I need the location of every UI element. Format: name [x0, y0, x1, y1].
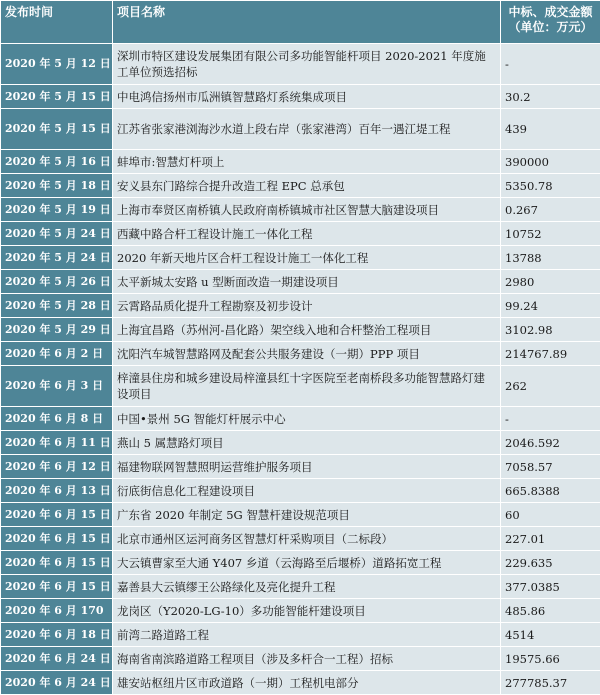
- date-cell: 2020 年 6 月 15 日: [1, 575, 113, 599]
- amount-cell: -: [501, 407, 600, 431]
- date-cell: 2020 年 5 月 26 日: [1, 270, 113, 294]
- amount-cell: 665.8388: [501, 479, 600, 503]
- table-row: [1, 575, 600, 599]
- table-body: [1, 44, 600, 695]
- table-row: [1, 85, 600, 109]
- date-cell: 2020 年 5 月 15 日: [1, 85, 113, 109]
- amount-cell: 277785.37: [501, 671, 600, 695]
- amount-cell: 390000: [501, 150, 600, 174]
- table-row: [1, 647, 600, 671]
- amount-cell: 2980: [501, 270, 600, 294]
- amount-cell: 10752: [501, 222, 600, 246]
- amount-cell: 485.86: [501, 599, 600, 623]
- table-row: [1, 294, 600, 318]
- table-row: [1, 222, 600, 246]
- amount-cell: 262: [501, 366, 600, 407]
- project-name-cell: 沈阳汽车城智慧路网及配套公共服务建设（一期）PPP 项目: [113, 342, 501, 366]
- project-name-cell: 太平新城太安路 u 型断面改造一期建设项目: [113, 270, 501, 294]
- project-name-cell: 中国•景州 5G 智能灯杆展示中心: [113, 407, 501, 431]
- date-cell: 2020 年 5 月 18 日: [1, 174, 113, 198]
- date-cell: 2020 年 6 月 24 日: [1, 671, 113, 695]
- amount-cell: 229.635: [501, 551, 600, 575]
- table-row: [1, 150, 600, 174]
- table-row: [1, 599, 600, 623]
- header-date: 发布时间: [1, 1, 113, 44]
- amount-cell: -: [501, 44, 600, 85]
- project-name-cell: 梓潼县住房和城乡建设局梓潼县红十字医院至老南桥段多功能智慧路灯建设项目: [113, 366, 501, 407]
- table-row: [1, 246, 600, 270]
- project-name-cell: 龙岗区（Y2020-LG-10）多功能智能杆建设项目: [113, 599, 501, 623]
- project-name-cell: 云霄路品质化提升工程勘察及初步设计: [113, 294, 501, 318]
- date-cell: 2020 年 6 月 11 日: [1, 431, 113, 455]
- amount-cell: 30.2: [501, 85, 600, 109]
- project-name-cell: 安义县东门路综合提升改造工程 EPC 总承包: [113, 174, 501, 198]
- project-name-cell: 蚌埠市:智慧灯杆项上: [113, 150, 501, 174]
- table-header-row: [1, 1, 600, 44]
- project-name-cell: 广东省 2020 年制定 5G 智慧杆建设规范项目: [113, 503, 501, 527]
- table-row: [1, 431, 600, 455]
- date-cell: 2020 年 5 月 24 日: [1, 222, 113, 246]
- table-row: [1, 318, 600, 342]
- project-name-cell: 江苏省张家港浏海沙水道上段右岸（张家港湾）百年一遇江堤工程: [113, 109, 501, 150]
- date-cell: 2020 年 5 月 12 日: [1, 44, 113, 85]
- header-project-name: 项目名称: [113, 1, 501, 44]
- project-name-cell: 2020 年新天地片区合杆工程设计施工一体化工程: [113, 246, 501, 270]
- amount-cell: 227.01: [501, 527, 600, 551]
- date-cell: 2020 年 5 月 29 日: [1, 318, 113, 342]
- table-row: [1, 44, 600, 85]
- table-row: [1, 109, 600, 150]
- amount-cell: 4514: [501, 623, 600, 647]
- project-name-cell: 大云镇曹家至大通 Y407 乡道（云海路至后堰桥）道路拓宽工程: [113, 551, 501, 575]
- amount-cell: 3102.98: [501, 318, 600, 342]
- table-row: [1, 503, 600, 527]
- project-name-cell: 北京市通州区运河商务区智慧灯杆采购项目（二标段）: [113, 527, 501, 551]
- project-name-cell: 雄安站枢纽片区市政道路（一期）工程机电部分: [113, 671, 501, 695]
- amount-cell: 439: [501, 109, 600, 150]
- amount-cell: 214767.89: [501, 342, 600, 366]
- date-cell: 2020 年 6 月 8 日: [1, 407, 113, 431]
- project-name-cell: 嘉善县大云镇缪王公路绿化及亮化提升工程: [113, 575, 501, 599]
- header-amount: 中标、成交金额（单位：万元）: [501, 1, 600, 44]
- amount-cell: 5350.78: [501, 174, 600, 198]
- project-name-cell: 燕山 5 属慧路灯项目: [113, 431, 501, 455]
- date-cell: 2020 年 5 月 28 日: [1, 294, 113, 318]
- amount-cell: 19575.66: [501, 647, 600, 671]
- table-row: [1, 671, 600, 695]
- table-row: [1, 479, 600, 503]
- date-cell: 2020 年 6 月 18 日: [1, 623, 113, 647]
- table-row: [1, 342, 600, 366]
- date-cell: 2020 年 5 月 19 日: [1, 198, 113, 222]
- amount-cell: 60: [501, 503, 600, 527]
- project-name-cell: 上海宜昌路（苏州河-昌化路）架空线入地和合杆整治工程项目: [113, 318, 501, 342]
- project-name-cell: 衍底街信息化工程建设项目: [113, 479, 501, 503]
- date-cell: 2020 年 6 月 13 日: [1, 479, 113, 503]
- table-row: [1, 270, 600, 294]
- date-cell: 2020 年 6 月 3 日: [1, 366, 113, 407]
- date-cell: 2020 年 5 月 15 日: [1, 109, 113, 150]
- table-row: [1, 527, 600, 551]
- date-cell: 2020 年 6 月 15 日: [1, 527, 113, 551]
- date-cell: 2020 年 6 月 12 日: [1, 455, 113, 479]
- amount-cell: 0.267: [501, 198, 600, 222]
- table-row: [1, 455, 600, 479]
- date-cell: 2020 年 6 月 15 日: [1, 503, 113, 527]
- date-cell: 2020 年 6 月 170: [1, 599, 113, 623]
- amount-cell: 13788: [501, 246, 600, 270]
- project-name-cell: 福建物联网智慧照明运营维护服务项目: [113, 455, 501, 479]
- amount-cell: 377.0385: [501, 575, 600, 599]
- date-cell: 2020 年 6 月 24 日: [1, 647, 113, 671]
- table-row: [1, 407, 600, 431]
- date-cell: 2020 年 5 月 24 日: [1, 246, 113, 270]
- date-cell: 2020 年 5 月 16 日: [1, 150, 113, 174]
- table-row: [1, 174, 600, 198]
- date-cell: 2020 年 6 月 15 日: [1, 551, 113, 575]
- table-row: [1, 198, 600, 222]
- project-name-cell: 深圳市特区建设发展集团有限公司多功能智能杆项目 2020-2021 年度施工单位预选招标: [113, 44, 501, 85]
- project-name-cell: 中电鸿信扬州市瓜洲镇智慧路灯系统集成项目: [113, 85, 501, 109]
- project-name-cell: 上海市奉贤区南桥镇人民政府南桥镇城市社区智慧大脑建设项目: [113, 198, 501, 222]
- table-row: [1, 366, 600, 407]
- project-name-cell: 海南省南滨路道路工程项目（涉及多杆合一工程）招标: [113, 647, 501, 671]
- table-row: [1, 551, 600, 575]
- amount-cell: 2046.592: [501, 431, 600, 455]
- date-cell: 2020 年 6 月 2 日: [1, 342, 113, 366]
- project-name-cell: 前湾二路道路工程: [113, 623, 501, 647]
- amount-cell: 99.24: [501, 294, 600, 318]
- project-name-cell: 西藏中路合杆工程设计施工一体化工程: [113, 222, 501, 246]
- amount-cell: 7058.57: [501, 455, 600, 479]
